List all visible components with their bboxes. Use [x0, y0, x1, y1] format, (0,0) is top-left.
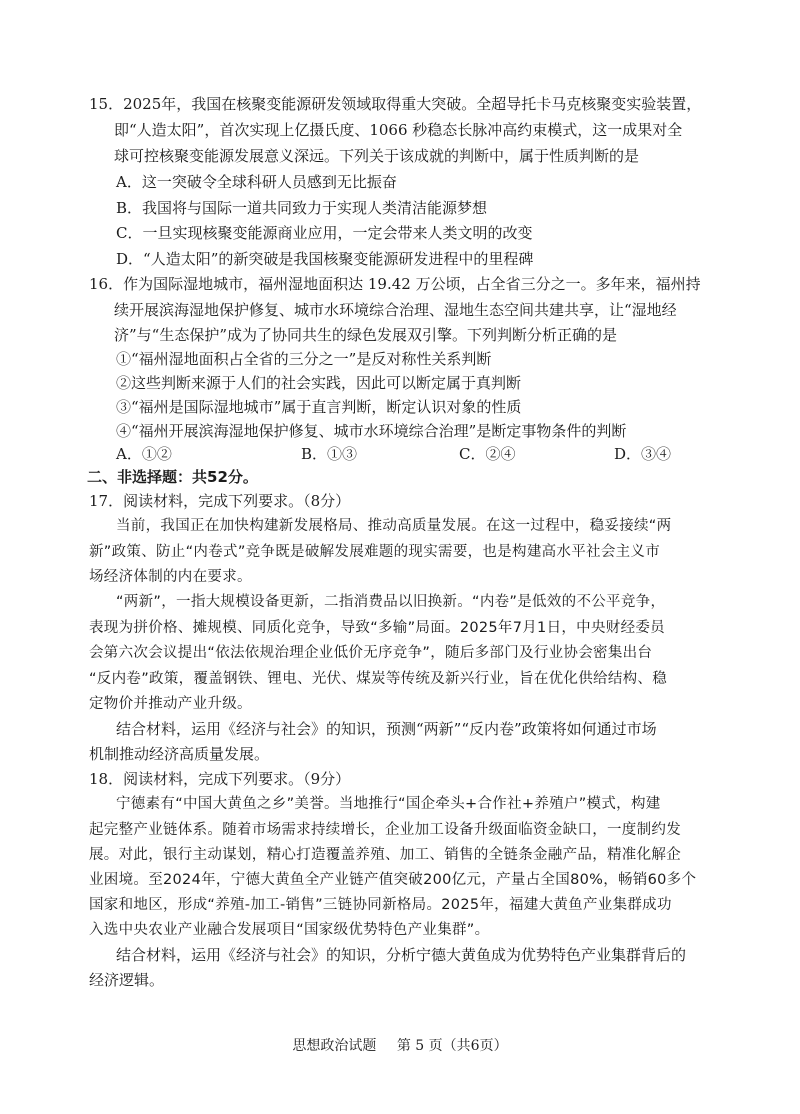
- question-15-option-b: B．我国将与国际一道共同致力于实现人类清洁能源梦想: [116, 199, 488, 217]
- question-18-material-line: 起完整产业链体系。随着市场需求持续增长，企业加工设备升级面临资金缺口，一度制约发: [89, 822, 681, 838]
- question-18-task-line-1: 结合材料，运用《经济与社会》的知识，分析宁德大黄鱼成为优势特色产业集群背后的: [116, 946, 687, 964]
- question-16-choice-a: A．①②: [116, 445, 172, 463]
- question-17-material-line: 表现为拼价格、摊规模、同质化竞争，导致“多输”局面。2025年7月1日，中央财经委员: [89, 620, 665, 636]
- question-18-material-line: 业困境。至2024年，宁德大黄鱼全产业链产值突破200亿元，产量占全国80%，畅销60多个: [89, 872, 697, 888]
- section-heading: 二、非选择题：共52分。: [87, 468, 258, 486]
- question-17-material-line: “反内卷”政策，覆盖钢铁、锂电、光伏、煤炭等传统及新兴行业，旨在优化供给结构、稳: [89, 671, 668, 687]
- question-16-statement-4: ④“福州开展滨海湿地保护修复、城市水环境综合治理”是断定事物条件的判断: [116, 422, 627, 440]
- question-18-material-line: 宁德素有“中国大黄鱼之乡”美誉。当地推行“国企牵头+合作社+养殖户”模式，构建: [116, 796, 661, 812]
- footer-subject: 思想政治试题: [292, 1038, 377, 1054]
- question-16-stem-line-2: 续开展滨海湿地保护修复、城市水环境综合治理、湿地生态空间共建共享，让“湿地经: [114, 301, 677, 319]
- question-15-stem-line-3: 球可控核聚变能源发展意义深远。下列关于该成就的判断中，属于性质判断的是: [114, 147, 640, 165]
- question-16-choice-b: B．①③: [301, 445, 358, 463]
- question-17-material-line: 场经济体制的内在要求。: [89, 569, 252, 585]
- question-18-material-line: 展。对此，银行主动谋划，精心打造覆盖养殖、加工、销售的全链条金融产品，精准化解企: [89, 847, 681, 863]
- question-16-choice-d: D．③④: [614, 445, 672, 463]
- question-17-heading: 17．阅读材料，完成下列要求。（8分）: [89, 492, 351, 510]
- question-16-stem-line-3: 济”与“生态保护”成为了协同共生的绿色发展双引擎。下列判断分析正确的是: [114, 326, 618, 344]
- question-16-statement-1: ①“福州湿地面积占全省的三分之一”是反对称性关系判断: [116, 350, 492, 368]
- question-16-statement-2: ②这些判断来源于人们的社会实践，因此可以断定属于真判断: [116, 374, 522, 392]
- question-15-stem-line-2: 即“人造太阳”，首次实现上亿摄氏度、1066 秒稳态长脉冲高约束模式，这一成果对全: [114, 121, 683, 139]
- question-18-heading: 18．阅读材料，完成下列要求。（9分）: [89, 770, 351, 788]
- question-15-option-c: C．一旦实现核聚变能源商业应用，一定会带来人类文明的改变: [116, 224, 533, 242]
- question-17-material-line: 新”政策、防止“内卷式”竞争既是破解发展难题的现实需要，也是构建高水平社会主义市: [89, 544, 661, 560]
- question-17-material-line: 会第六次会议提出“依法依规治理企业低价无序竞争”，随后多部门及行业协会密集出台: [89, 645, 653, 661]
- page-footer: [0, 1036, 800, 1056]
- question-17-material-line: 定物价并推动产业升级。: [89, 696, 252, 712]
- question-17-material-line: “两新”，一指大规模设备更新，二指消费品以旧换新。“内卷”是低效的不公平竞争，: [116, 594, 666, 610]
- question-16-choice-c: C．②④: [459, 445, 516, 463]
- question-16-statement-3: ③“福州是国际湿地城市”属于直言判断，断定认识对象的性质: [116, 398, 522, 416]
- question-15-stem-line-1: 15．2025年，我国在核聚变能源研发领域取得重大突破。全超导托卡马克核聚变实验装置，: [89, 95, 702, 113]
- question-15-option-a: A．这一突破令全球科研人员感到无比振奋: [116, 173, 397, 191]
- footer-page-number: 第 5 页（共6页）: [396, 1038, 508, 1054]
- question-17-material-line: 当前，我国正在加快构建新发展格局、推动高质量发展。在这一过程中，稳妥接续“两: [116, 518, 672, 534]
- question-17-task-line-1: 结合材料，运用《经济与社会》的知识，预测“两新”“反内卷”政策将如何通过市场: [116, 720, 657, 738]
- question-15-option-d: D．“人造太阳”的新突破是我国核聚变能源研发进程中的里程碑: [116, 250, 534, 268]
- question-18-material-line: 国家和地区，形成“养殖-加工-销售”三链协同新格局。2025年，福建大黄鱼产业集群成功: [89, 897, 672, 913]
- question-18-task-line-2: 经济逻辑。: [89, 971, 165, 989]
- question-16-stem-line-1: 16．作为国际湿地城市，福州湿地面积达 19.42 万公顷，占全省三分之一。多年来，福州持: [89, 275, 701, 293]
- question-17-task-line-2: 机制推动经济高质量发展。: [89, 745, 270, 763]
- question-18-material-line: 入选中央农业产业融合发展项目“国家级优势特色产业集群”。: [89, 922, 490, 938]
